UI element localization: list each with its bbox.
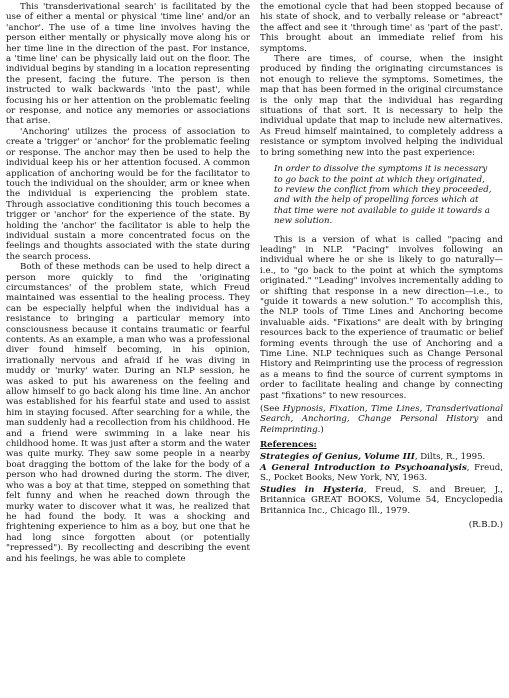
see-terms: Hypnosis, Fixation, Time Lines, Transderivational Search, Anchoring, Change Personal History [260,404,503,425]
see-suffix: .) [317,424,324,435]
paragraph: This is a version of what is called "pacing and leading" in NLP. "Pacing" involves following an individual where he or she is likely to go naturally—i.e., to "go back to the point at which the symptoms originated." "Leading" involves incrementally adding to or shifting that response in a new direction—i.e., to "guide it towards a new solution." To accomplish this, the NLP tools of Time Lines and Anchoring become invaluable aids. "Fixations" are dealt with by bringing resources back to the experience of traumatic or belief forming events through the use of Anchoring and a Time Line. NLP techniques such as Change Personal History and Reimprinting use the process of regression as a means to find the source of current symptoms in order to facilitate healing and change by connecting past "fixations" to new resources. [260,234,503,401]
see-also [260,404,503,435]
paragraph: This 'transderivational search' is facilitated by the use of either a mental or physical 'time line' and/or an 'anchor'. The use of a time line involves having the person either mentally or physically move along his or her time line in the direction of the past. For instance, a 'time line' can be physically laid out on the floor. The individual begins by standing in a location representing the present, facing the future. The person is then instructed to walk backwards 'into the past', while focusing his or her attention on the problematic feeling or response, and notice any memories or associations that arise. [6,2,250,127]
see-prefix: (See [260,404,283,415]
paragraph: Both of these methods can be used to help direct a person more quickly to find the 'originating circumstances' of the problem state, which Freud maintained was essential to the healing process. They can be especially helpful when the individual has a resistance to bringing a particular memory into consciousness because it contains traumatic or fearful contents. As an example, a man who was a professional diver found himself becoming, in his opinion, irrationally nervous and afraid if he was diving in muddy or 'murky' water. During an NLP session, he was asked to put his awareness on the feeling and allow himself to go back along his time line. An anchor was established for his fearful state and used to assist him in staying focused. After searching for a while, the man suddenly had a recollection from his childhood. He and a friend were swimming in a lake near his childhood home. It was just after a storm and the water was quite murky. They saw some people in a nearby boat dragging the bottom of the lake for the body of a person who had drowned during the storm. The diver, who was a boy at that time, stepped on something that felt funny and when he reached down through the murky water to discover what it was, he realized that he had found the body. It was a shocking and frightening experience to him as a boy, but one that he had long since forgotten about (or potentially "repressed"). By recollecting and describing the event and his feelings, he was able to complete [6,262,250,564]
left-column [6,2,250,564]
right-column [260,2,503,531]
paragraph: 'Anchoring' utilizes the process of association to create a 'trigger' or 'anchor' for the problematic feeling or response. The anchor may then be used to help the individual keep his or her attention focused. A common application of anchoring would be for the facilitator to touch the individual on the shoulder, arm or knee when the individual is experiencing the problem state. Through associative conditioning this touch becomes a trigger or 'anchor' for the experience of the state. By holding the 'anchor' the facilitator is able to help the individual sustain a more concentrated focus on the feelings and thoughts associated with the state during the search process. [6,126,250,262]
references-heading: References: [260,440,317,451]
reference [260,485,503,516]
reference-details: , Dilts, R., 1995. [414,451,486,462]
reference-title: Strategies of Genius, Volume III [260,451,415,462]
paragraph: There are times, of course, when the insight produced by finding the originating circumstances is not enough to relieve the symptoms. Sometimes, the map that has been formed in the original circumstance is the only map that the individual has regarding situations of that sort. It is necessary to help the individual update that map to include new alternatives. As Freud himself maintained, to completely address a resistance or symptom involved helping the individual to bring something new into the past experience: [260,54,503,158]
paragraph: the emotional cycle that had been stopped because of his state of shock, and to verbally release or "abreact" the affect and see it 'through time' as 'part of the past'. This brought about an immediate relief from his symptoms. [260,2,503,54]
see-last-term: Reimprinting [260,424,318,435]
see-and: and [478,414,503,425]
freud-quote: In order to dissolve the symptoms it is necessary to go back to the point at which they originated, to review the conflict from which they proceeded, and with the help of propelling forces which at that time were not available to guide it towards a new solution. [274,164,492,227]
author-initials: (R.B.D.) [468,520,503,531]
reference-details: , Freud, S. and Breuer, J., Britannica GREAT BOOKS, Volume 54, Encyclopedia Britannica Inc., Chicago Ill., 1979. [260,484,503,516]
reference-details: , Freud, S., Pocket Books, New York, NY, 1963. [260,463,504,484]
reference-title: Studies in Hysteria [260,484,364,495]
reference-title: A General Introduction to Psychoanalysis [260,463,467,474]
reference [260,452,503,462]
reference [260,463,503,484]
